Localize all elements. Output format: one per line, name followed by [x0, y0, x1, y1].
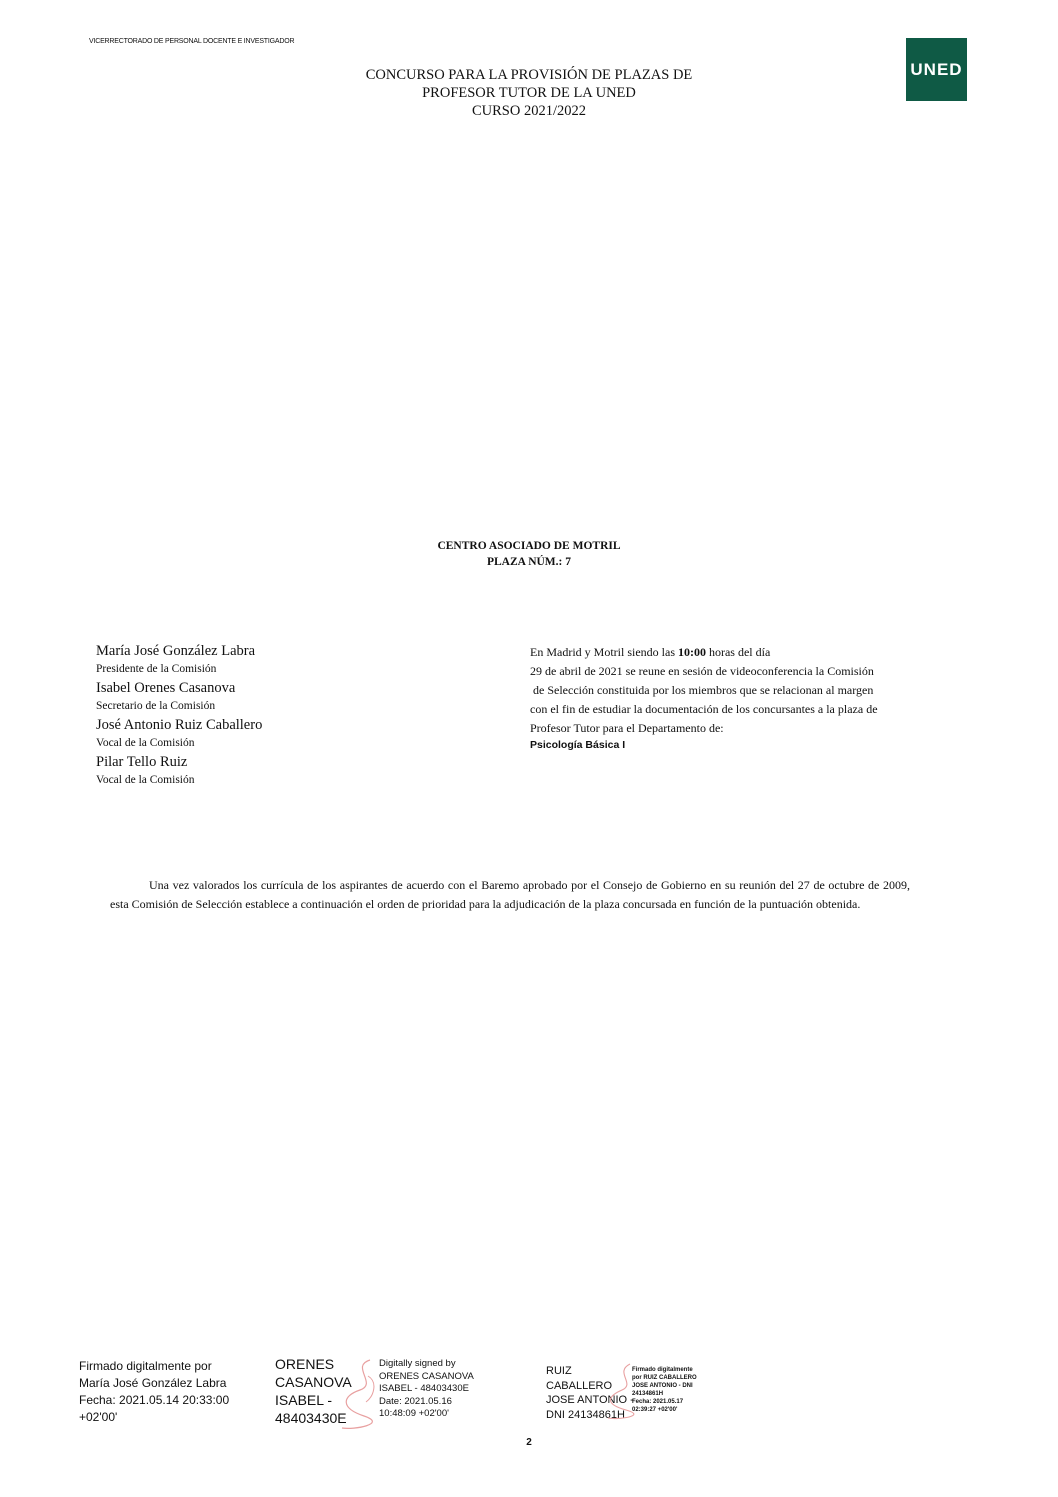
body-paragraph: Una vez valorados los currícula de los aspirantes de acuerdo con el Baremo aprobado por el Consejo de Gobierno en su reunión del 27 de octubre de 2009, esta Comisión de Selección establece a continuación el orden de prioridad para la adjudicación de la plaza concursada en función de la puntuación obtenida. — [110, 878, 910, 911]
signature-gonzalez-labra — [79, 1358, 229, 1426]
signature-line: 10:48:09 +02'00' — [379, 1408, 449, 1419]
signature-line: Firmado digitalmente por — [79, 1359, 212, 1373]
uned-logo: UNED — [906, 38, 967, 101]
meeting-time: 10:00 — [677, 645, 706, 659]
intro-text: En Madrid y Motril siendo las — [530, 645, 678, 659]
signature-line: ORENES — [275, 1356, 335, 1372]
centre-name: CENTRO ASOCIADO DE MOTRIL — [437, 540, 621, 552]
signature-line: 48403430E — [275, 1410, 347, 1426]
signature-line: CASANOVA — [275, 1374, 352, 1390]
signature-line: Date: 2021.05.16 — [379, 1395, 452, 1407]
signature-ruiz-detail — [632, 1366, 697, 1414]
signature-line: JOSE ANTONIO - — [546, 1394, 634, 1406]
page-number: 2 — [526, 1437, 532, 1448]
signature-line: Digitally signed by — [379, 1358, 456, 1369]
signature-line: ISABEL - — [275, 1392, 333, 1408]
signature-line: ISABEL - 48403430E — [379, 1383, 469, 1394]
title-line-3: CURSO 2021/2022 — [471, 103, 586, 119]
signature-line: Firmado digitalmente — [632, 1367, 693, 1373]
department-name: Psicología Básica I — [530, 739, 626, 751]
signature-line: ORENES CASANOVA — [379, 1370, 474, 1382]
document-title — [0, 66, 1058, 120]
intro-line-1 — [530, 643, 910, 662]
signature-line: CABALLERO — [546, 1379, 613, 1392]
intro-text: horas del día — [705, 645, 771, 659]
signature-line: 02:39:27 +02'00' — [632, 1407, 678, 1413]
member-name: José Antonio Ruiz Caballero — [96, 717, 263, 733]
signature-orenes-detail — [379, 1358, 474, 1421]
member-role: Vocal de la Comisión — [96, 774, 195, 786]
plaza-number: PLAZA NÚM.: 7 — [486, 556, 571, 568]
signature-line: Fecha: 2021.05.17 — [632, 1399, 684, 1405]
signature-line: 24134861H — [632, 1391, 664, 1397]
member-role: Vocal de la Comisión — [96, 737, 195, 749]
signature-line: DNI 24134861H — [546, 1408, 625, 1421]
signature-line: María José González Labra — [79, 1376, 227, 1390]
signature-line: RUIZ — [546, 1365, 572, 1377]
signature-ruiz-name — [546, 1364, 634, 1422]
member-role: Presidente de la Comisión — [96, 663, 217, 675]
title-line-2: PROFESOR TUTOR DE LA UNED — [422, 85, 636, 101]
member-role: Secretario de la Comisión — [96, 700, 216, 712]
intro-line-4: con el fin de estudiar la documentación de los concursantes a la plaza de — [530, 702, 878, 716]
member-name: Pilar Tello Ruiz — [96, 754, 188, 770]
signature-line: Fecha: 2021.05.14 20:33:00 — [79, 1393, 230, 1407]
header-department: VICERRECTORADO DE PERSONAL DOCENTE E INVESTIGADOR — [89, 38, 295, 45]
member-name: Isabel Orenes Casanova — [96, 680, 236, 696]
signature-orenes-name — [275, 1355, 352, 1427]
intro-line-2: 29 de abril de 2021 se reune en sesión de videoconferencia la Comisión — [530, 664, 874, 678]
signature-line: +02'00' — [79, 1410, 118, 1424]
meeting-intro — [530, 643, 910, 752]
commission-members — [96, 642, 262, 790]
title-line-1: CONCURSO PARA LA PROVISIÓN DE PLAZAS DE — [365, 67, 693, 83]
signature-line: por RUIZ CABALLERO — [632, 1375, 697, 1381]
signature-line: JOSE ANTONIO - DNI — [632, 1383, 693, 1389]
intro-line-3: de Selección constituida por los miembros que se relacionan al margen — [530, 683, 874, 697]
centre-heading — [0, 538, 1058, 570]
intro-line-5: Profesor Tutor para el Departamento de: — [530, 721, 724, 735]
member-name: María José González Labra — [96, 643, 256, 659]
